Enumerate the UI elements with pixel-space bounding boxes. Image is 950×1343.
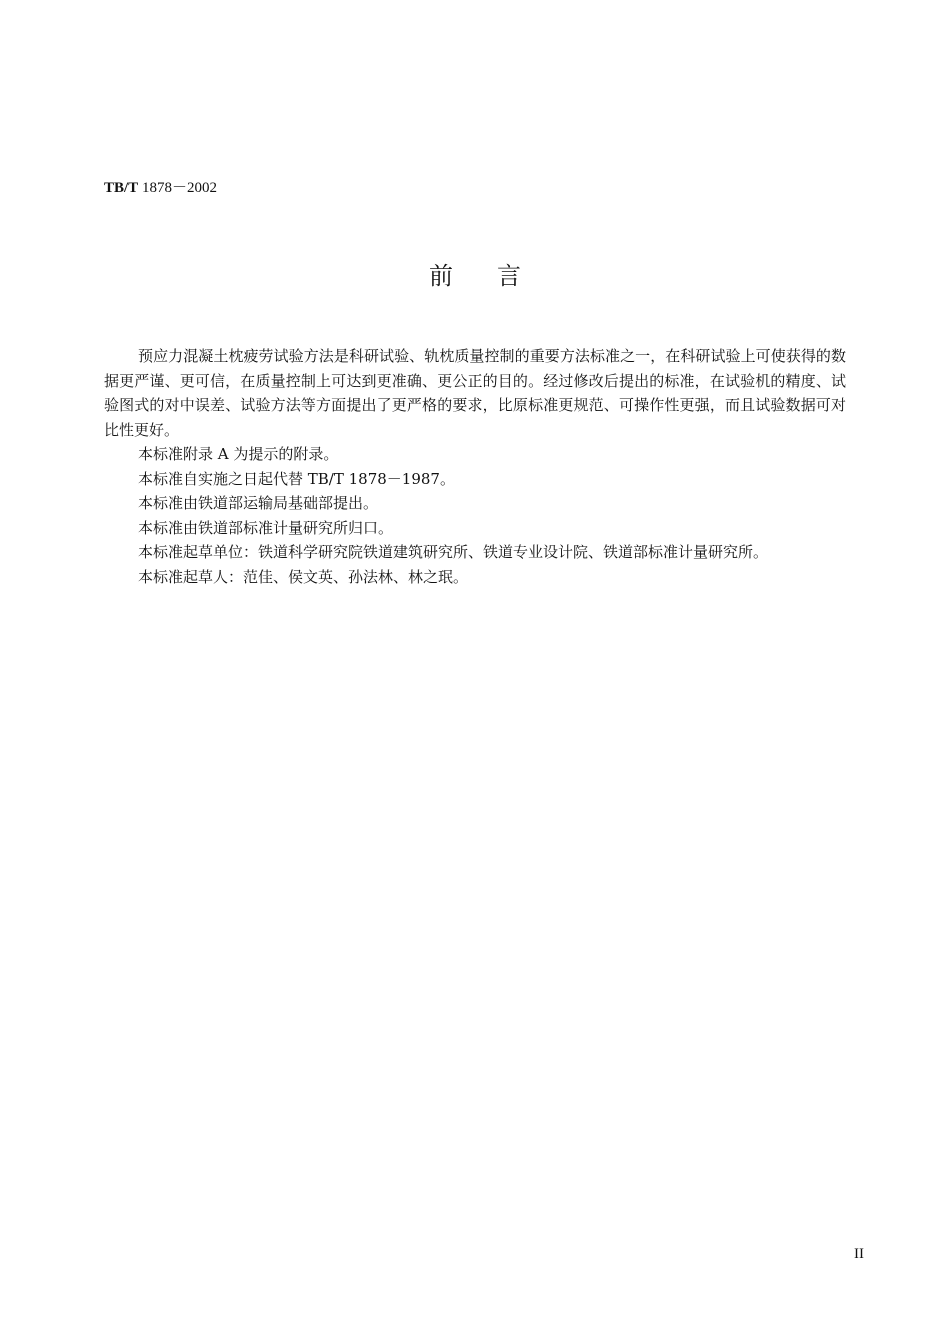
- document-code-header: [104, 176, 217, 197]
- page-title: 前言: [429, 262, 565, 290]
- standard-code: TB/T: [104, 180, 139, 196]
- foreword-paragraph-drafting-units: 本标准起草单位：铁道科学研究院铁道建筑研究所、铁道专业设计院、铁道部标准计量研究所。: [138, 543, 769, 561]
- standard-number: 1878－2002: [141, 180, 217, 196]
- foreword-paragraph-replaces: 本标准自实施之日起代替 TB/T 1878－1987。: [138, 469, 455, 488]
- foreword-paragraph-proposed-by: 本标准由铁道部运输局基础部提出。: [138, 494, 379, 512]
- foreword-paragraph-drafters: 本标准起草人：范佳、侯文英、孙法林、林之珉。: [138, 567, 469, 586]
- foreword-body: [104, 344, 846, 589]
- foreword-paragraph-annex: 本标准附录 A 为提示的附录。: [138, 445, 339, 463]
- foreword-paragraph-intro: 预应力混凝土枕疲劳试验方法是科研试验、轨枕质量控制的重要方法标准之一，在科研试验上可使获得的数据更严谨、更可信，在质量控制上可达到更准确、更公正的目的。经过修改后提出的标准，在试验机的精度、试验图式的对中误差、试验方法等方面提出了更严格的要求，比原标准更规范、可操作性更强，而且试验数据可对比性更好。: [104, 347, 846, 439]
- page-number: II: [854, 1246, 864, 1262]
- foreword-paragraph-managed-by: 本标准由铁道部标准计量研究所归口。: [138, 518, 394, 537]
